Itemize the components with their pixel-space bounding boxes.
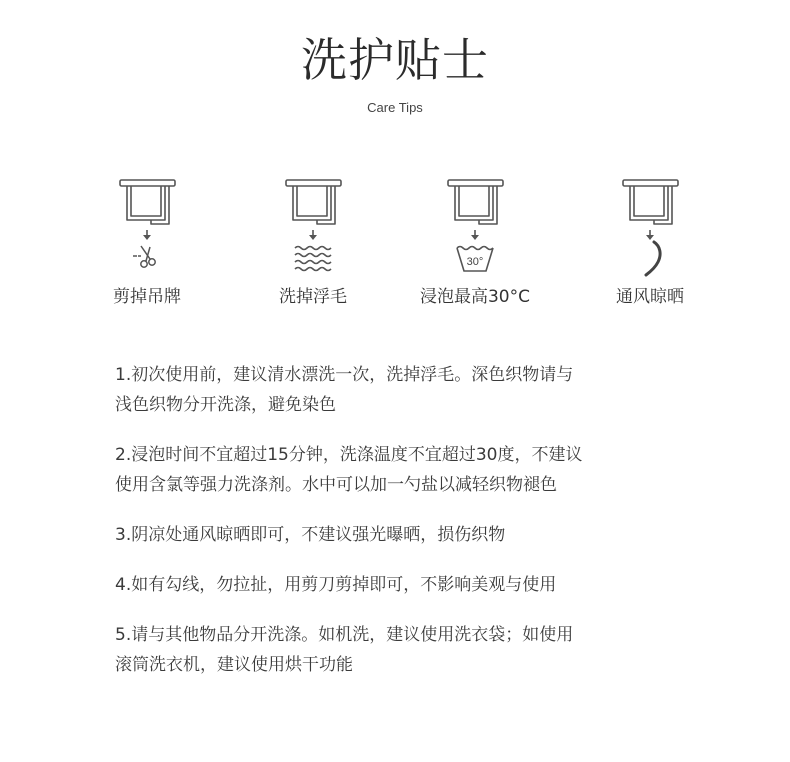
care-tip-wash-fluff — [233, 172, 393, 312]
care-note-5 — [115, 620, 675, 680]
towel-icon — [283, 172, 343, 280]
tip-label-cut-tag: 剪掉吊牌 — [113, 287, 181, 307]
tip-label-wash-fluff: 洗掉浮毛 — [279, 287, 347, 307]
arrow-down-icon — [309, 230, 317, 240]
care-note-line: 浅色织物分开洗涤，避免染色 — [115, 395, 336, 415]
care-note-1 — [115, 360, 675, 420]
towel-icon — [620, 172, 680, 280]
towel-icon — [445, 172, 505, 280]
care-notes-list — [115, 360, 675, 700]
towel-icon — [117, 172, 177, 280]
hook-icon — [646, 242, 660, 275]
page-title: 洗护贴士 — [301, 33, 489, 87]
wavy-lines-icon — [295, 247, 331, 271]
care-note-line: 5.请与其他物品分开洗涤。如机洗，建议使用洗衣袋；如使用 — [115, 625, 574, 645]
care-note-line: 4.如有勾线，勿拉扯，用剪刀剪掉即可，不影响美观与使用 — [115, 575, 557, 595]
arrow-down-icon — [471, 230, 479, 240]
care-note-2 — [115, 440, 675, 500]
scissors-icon — [133, 246, 155, 267]
care-note-line: 3.阴凉处通风晾晒即可，不建议强光曝晒，损伤织物 — [115, 525, 506, 545]
care-tip-air-dry — [570, 172, 730, 312]
tip-label-air-dry: 通风晾晒 — [616, 287, 684, 307]
care-note-line: 滚筒洗衣机，建议使用烘干功能 — [115, 655, 353, 675]
basin-temperature-text: 30° — [466, 256, 484, 268]
care-note-3 — [115, 520, 675, 550]
care-icons-row — [0, 172, 790, 312]
arrow-down-icon — [646, 230, 654, 240]
care-note-4 — [115, 570, 675, 600]
tip-label-soak: 浸泡最高30°C — [419, 287, 530, 307]
care-tip-cut-tag — [67, 172, 227, 312]
care-note-line: 1.初次使用前，建议清水漂洗一次，洗掉浮毛。深色织物请与 — [115, 365, 574, 385]
arrow-down-icon — [143, 230, 151, 240]
care-note-line: 2.浸泡时间不宜超过15分钟，洗涤温度不宜超过30度，不建议 — [115, 445, 583, 465]
care-note-line: 使用含氯等强力洗涤剂。水中可以加一勺盐以减轻织物褪色 — [115, 475, 557, 495]
page-subtitle: Care Tips — [367, 100, 423, 115]
care-tip-soak — [395, 172, 555, 312]
